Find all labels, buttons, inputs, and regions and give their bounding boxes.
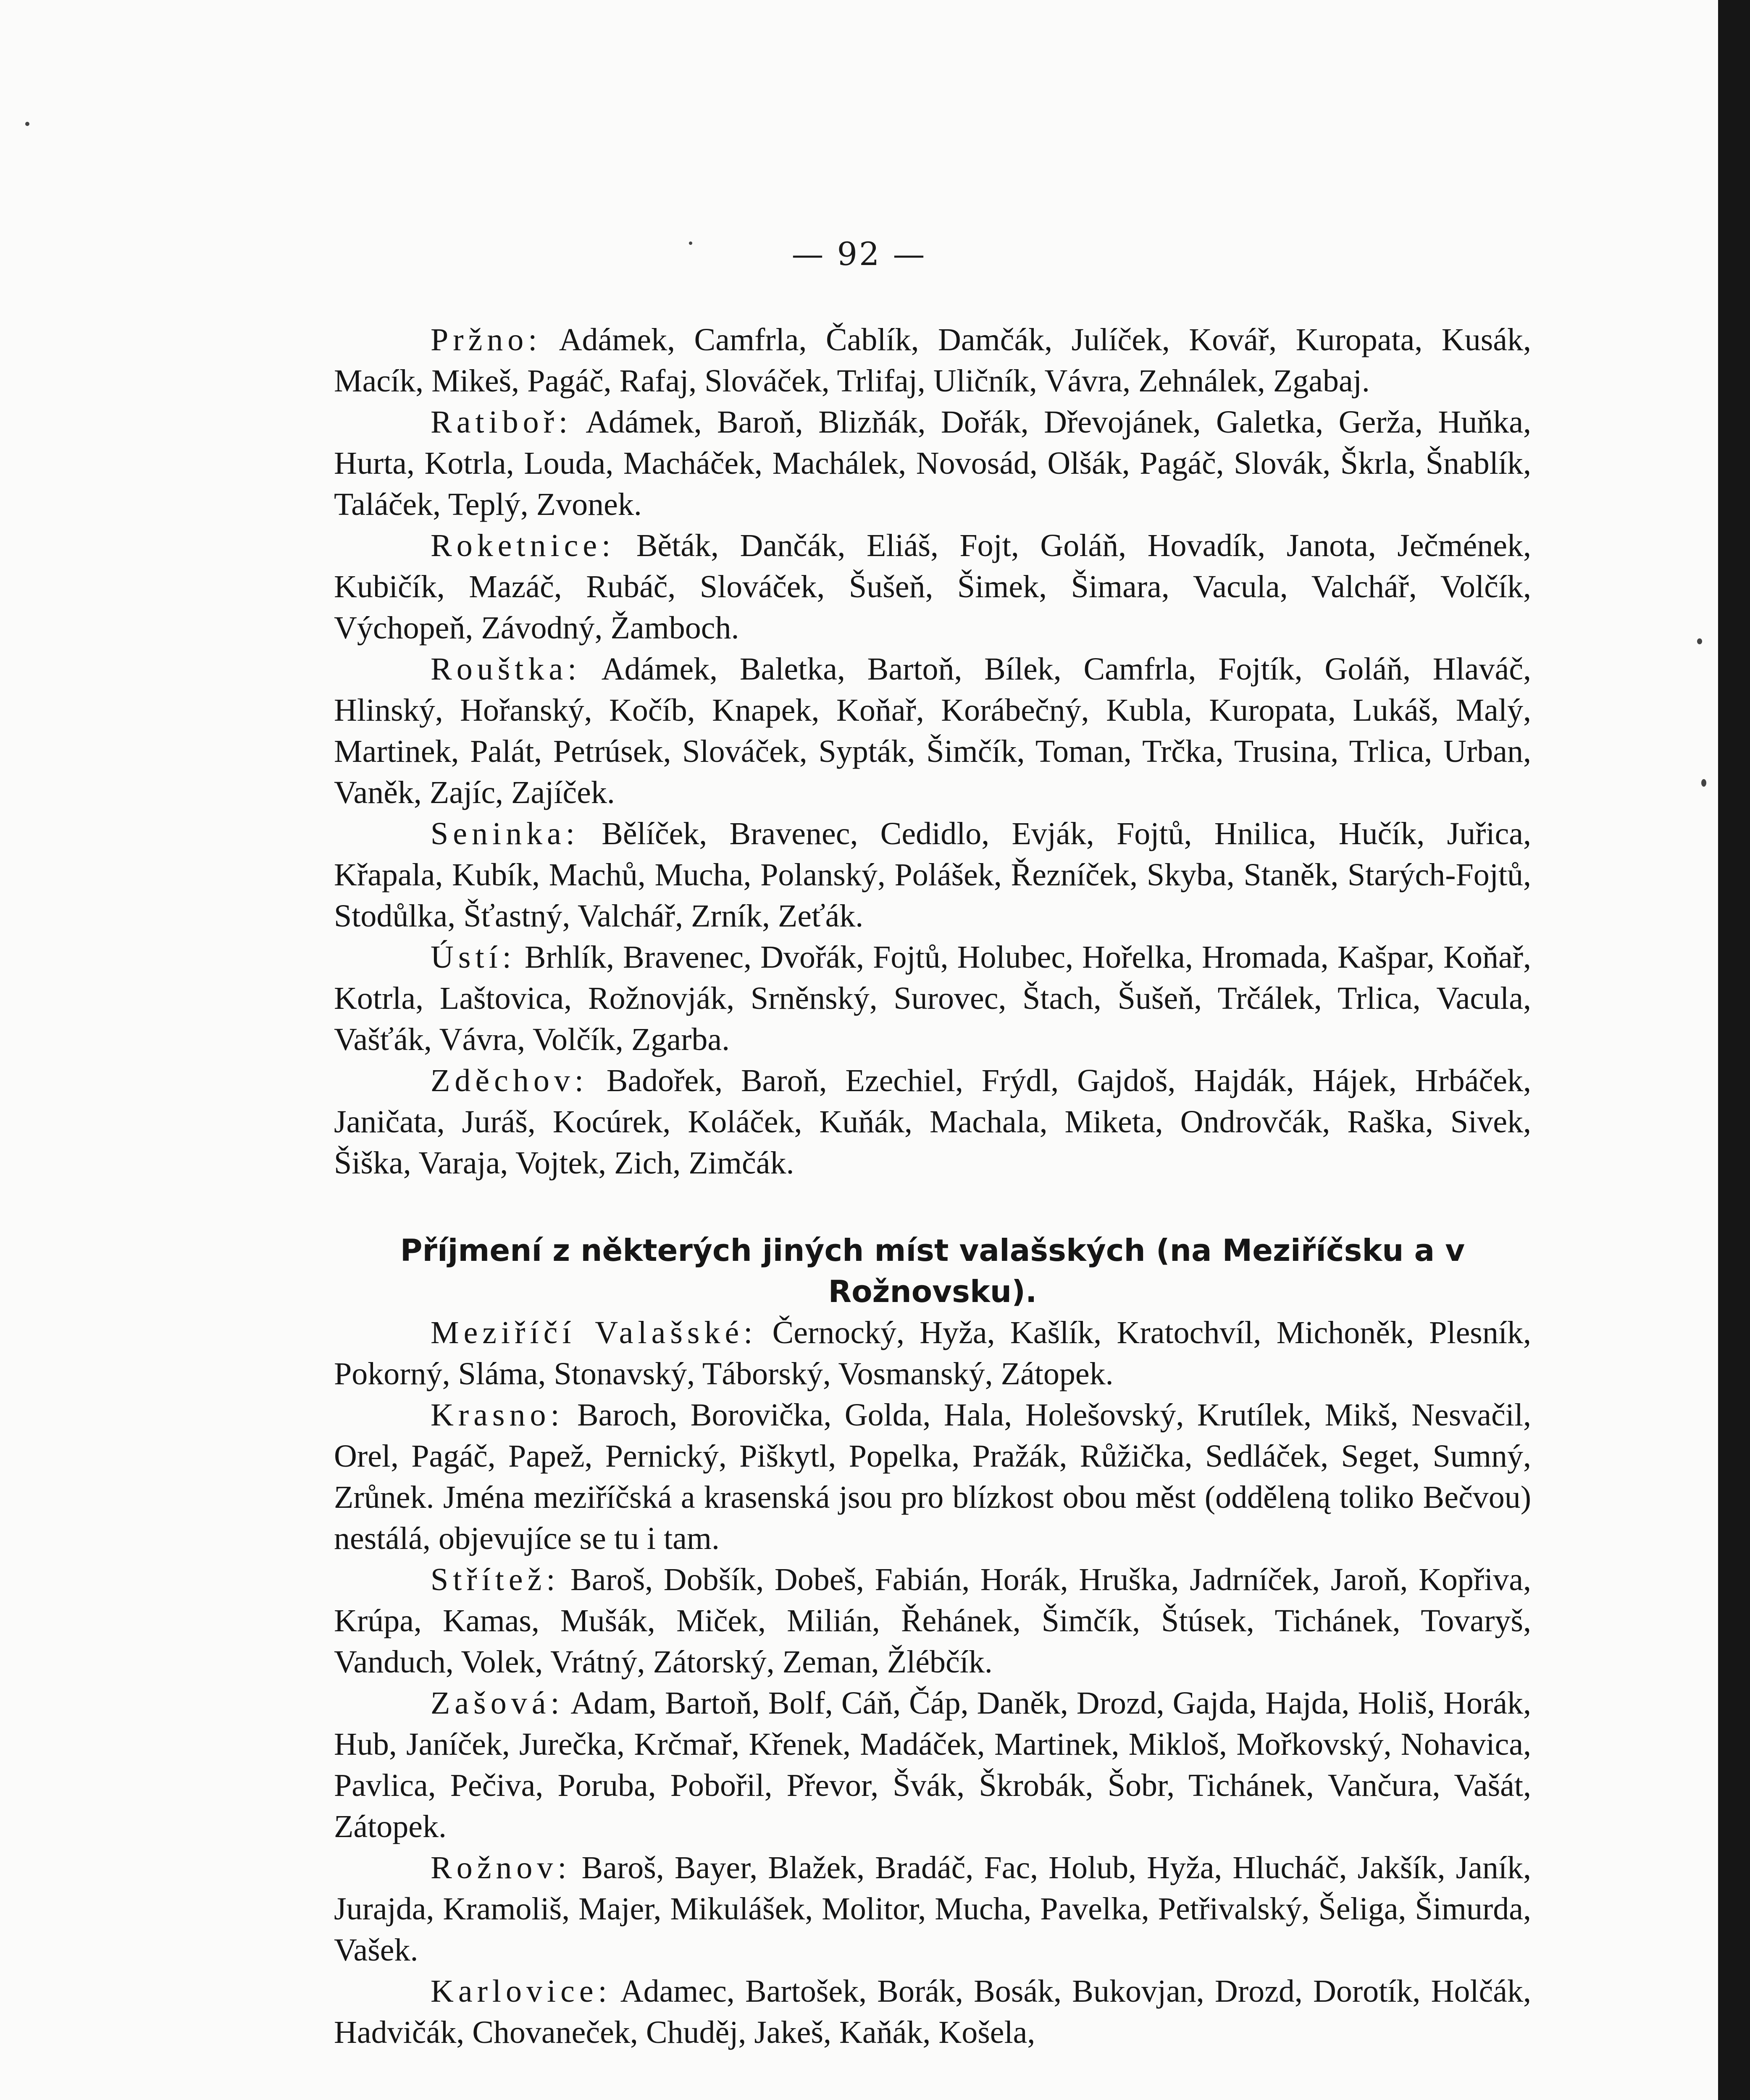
entry-zdechov bbox=[334, 1060, 1531, 1184]
place-name: Karlovice: bbox=[431, 1974, 612, 2009]
place-name: Seninka: bbox=[431, 816, 579, 851]
surname-list: Baroš, Dobšík, Dobeš, Fabián, Horák, Hruška, Jadrníček, Jaroň, Kopřiva, Krúpa, Kamas, Mušák, Miček, Milián, Řehánek, Šimčík, Štúsek, Tichánek, Tovaryš, Vanduch, Volek, Vrátný, Zátorský, Zeman, Žlébčík. bbox=[334, 1562, 1532, 1680]
page-number: — 92 — bbox=[791, 235, 927, 273]
place-name: Zašová: bbox=[431, 1685, 564, 1721]
scan-edge bbox=[1718, 0, 1750, 2100]
entry-zasova bbox=[334, 1683, 1531, 1847]
surname-list: Brhlík, Bravenec, Dvořák, Fojtů, Holubec, Hořelka, Hromada, Kašpar, Koňař, Kotrla, Laštovica, Rožnovják, Srněnský, Surovec, Štach, Šušeň, Trčálek, Trlica, Vacula, Vašťák, Vávra, Volčík, Zgarba. bbox=[334, 940, 1532, 1057]
surname-list: Badořek, Baroň, Ezechiel, Frýdl, Gajdoš, Hajdák, Hájek, Hrbáček, Janičata, Juráš, Kocúrek, Koláček, Kuňák, Machala, Miketa, Ondrovčák, Raška, Sivek, Šiška, Varaja, Vojtek, Zich, Zimčák. bbox=[334, 1063, 1531, 1181]
place-name: Meziříčí Valašské: bbox=[431, 1315, 757, 1350]
scan-speck bbox=[25, 122, 29, 126]
section-heading: Příjmení z některých jiných míst valašských (na Meziříčsku a v Rožnovsku). bbox=[400, 1233, 1465, 1309]
place-name: Pržno: bbox=[431, 322, 542, 357]
entry-usti bbox=[334, 937, 1531, 1060]
place-name: Ratiboř: bbox=[431, 404, 573, 440]
entry-roznov bbox=[334, 1847, 1531, 1971]
surname-list: Adamec, Bartošek, Borák, Bosák, Bukovjan, Drozd, Dorotík, Holčák, Hadvičák, Chovaneček, Chuděj, Jakeš, Kaňák, Košela, bbox=[334, 1974, 1531, 2050]
page-body bbox=[334, 319, 1531, 2053]
surname-list: Adámek, Baroň, Blizňák, Dořák, Dřevojánek, Galetka, Gerža, Huňka, Hurta, Kotrla, Louda, Macháček, Machálek, Novosád, Olšák, Pagáč, Slovák, Škrla, Šnablík, Taláček, Teplý, Zvonek. bbox=[334, 404, 1531, 522]
entry-ratibor bbox=[334, 402, 1531, 525]
entry-stritez bbox=[334, 1559, 1531, 1683]
surname-list: Baroš, Bayer, Blažek, Bradáč, Fac, Holub, Hyža, Hlucháč, Jakšík, Janík, Jurajda, Kramoliš, Majer, Mikulášek, Molitor, Mucha, Pavelka, Petřivalský, Šeliga, Šimurda, Vašek. bbox=[334, 1850, 1531, 1968]
place-name: Střítež: bbox=[431, 1562, 560, 1597]
entry-karlovice bbox=[334, 1971, 1531, 2053]
surname-list: Bělíček, Bravenec, Cedidlo, Evják, Fojtů, Hnilica, Hučík, Juřica, Křapala, Kubík, Machů, Mucha, Polanský, Polášek, Řezníček, Skyba, Staněk, Starých-Fojtů, Stodůlka, Šťastný, Valchář, Zrník, Zeťák. bbox=[334, 816, 1532, 934]
place-name: Ústí: bbox=[431, 940, 516, 975]
place-name: Krasno: bbox=[431, 1397, 564, 1433]
place-name: Rožnov: bbox=[431, 1850, 571, 1885]
surname-list: Adam, Bartoň, Bolf, Cáň, Čáp, Daněk, Drozd, Gajda, Hajda, Holiš, Horák, Hub, Janíček, Jurečka, Krčmař, Křenek, Madáček, Martinek, Mikloš, Mořkovský, Nohavica, Pavlica, Pečiva, Poruba, Pobořil, Převor, Švák, Škrobák, Šobr, Tichánek, Vančura, Vašát, Zátopek. bbox=[334, 1685, 1531, 1844]
place-name: Zděchov: bbox=[431, 1063, 589, 1098]
scan-speck bbox=[1701, 779, 1706, 787]
entry-roustka bbox=[334, 648, 1531, 813]
entry-roketnice bbox=[334, 525, 1531, 648]
scan-speck bbox=[1697, 638, 1702, 644]
surname-list: Baroch, Borovička, Golda, Hala, Holešovský, Krutílek, Mikš, Nesvačil, Orel, Pagáč, Papež, Pernický, Piškytl, Popelka, Pražák, Růžička, Sedláček, Seget, Sumný, Zrůnek. Jména meziříčská a krasenská jsou pro blízkost obou měst (odděleną toliko Bečvou) nestálá, objevujíce se tu i tam. bbox=[334, 1397, 1531, 1556]
place-name: Roketnice: bbox=[431, 528, 615, 563]
entry-mezirici bbox=[334, 1312, 1531, 1394]
surname-list: Adámek, Baletka, Bartoň, Bílek, Camfrla, Fojtík, Goláň, Hlaváč, Hlinský, Hořanský, Kočíb, Knapek, Koňař, Korábečný, Kubla, Kuropata, Lukáš, Malý, Martinek, Palát, Petrúsek, Slováček, Sypták, Šimčík, Toman, Trčka, Trusina, Trlica, Urban, Vaněk, Zajíc, Zajíček. bbox=[334, 651, 1531, 810]
surname-list: Černocký, Hyža, Kašlík, Kratochvíl, Michoněk, Plesník, Pokorný, Sláma, Stonavský, Táborský, Vosmanský, Zátopek. bbox=[334, 1315, 1531, 1391]
scan-speck bbox=[689, 242, 692, 245]
place-name: Rouštka: bbox=[431, 651, 581, 687]
surname-list: Adámek, Camfrla, Čablík, Damčák, Julíček, Kovář, Kuropata, Kusák, Macík, Mikeš, Pagáč, Rafaj, Slováček, Trlifaj, Uličník, Vávra, Zehnálek, Zgabaj. bbox=[334, 322, 1531, 399]
entry-krasno bbox=[334, 1394, 1531, 1559]
section-other-places bbox=[334, 1230, 1531, 2053]
entry-seninka bbox=[334, 813, 1531, 937]
section-surnames-villages bbox=[334, 319, 1531, 1184]
surname-list: Běták, Dančák, Eliáš, Fojt, Goláň, Hovadík, Janota, Ječmének, Kubičík, Mazáč, Rubáč, Slováček, Šušeň, Šimek, Šimara, Vacula, Valchář, Volčík, Výchopeň, Závodný, Žamboch. bbox=[334, 528, 1531, 646]
entry-przno bbox=[334, 319, 1531, 402]
